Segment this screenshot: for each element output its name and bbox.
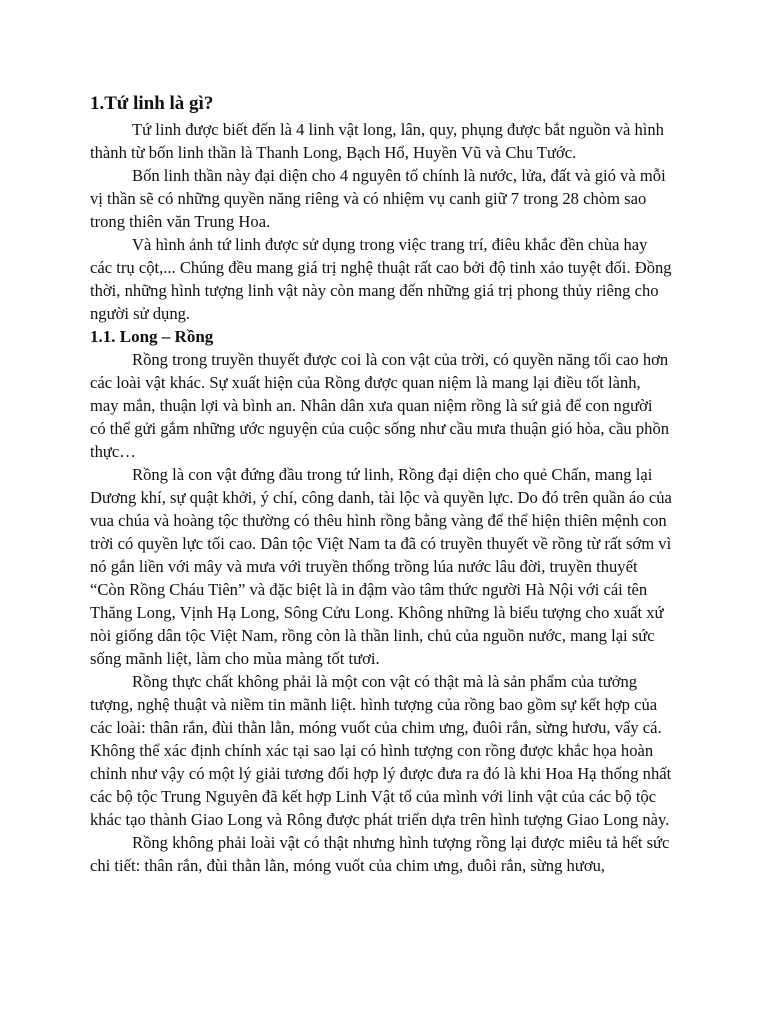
section-heading: 1.Tứ linh là gì? bbox=[90, 93, 214, 114]
long-paragraph-2: Rồng là con vật đứng đầu trong tứ linh, Rồng đại diện cho quẻ Chấn, mang lại Dương khí, sự quật khởi, ý chí, công danh, tài lộc và quyền lực. Do đó trên quần áo của vua chúa và hoàng tộc thường có thêu hình rồng bằng vàng để thể hiện thiên mệnh con trời có quyền lực tối cao. Dân tộc Việt Nam ta đã có truyền thuyết về rồng từ rất sớm vì nó gắn liền với mây và mưa với truyền thống trồng lúa nước lâu đời, truyền thuyết “Còn Rồng Cháu Tiên” và đặc biệt là in đậm vào tâm thức người Hà Nội với cái tên Thăng Long, Vịnh Hạ Long, Sông Cửu Long. Không những là biểu tượng cho xuất xứ nòi giống dân tộc Việt Nam, rồng còn là thần linh, chủ của nguồn nước, mang lại sức sống mãnh liệt, làm cho mùa màng tốt tươi. bbox=[90, 465, 672, 668]
long-paragraph-3: Rồng thực chất không phải là một con vật có thật mà là sản phẩm của tưởng tượng, nghệ thuật và niềm tin mãnh liệt. hình tượng của rồng bao gồm sự kết hợp của các loài: thân rắn, đùi thằn lằn, móng vuốt của chim ưng, đuôi rắn, sừng hươu, vẩy cá. Không thể xác định chính xác tại sao lại có hình tượng con rồng được khắc họa hoàn chỉnh như vậy có một lý giải tương đối hợp lý được đưa ra đó là khi Hoa Hạ thống nhất các bộ tộc Trung Nguyên đã kết hợp Linh Vật tổ của mình với linh vật của các bộ tộc khác tạo thành Giao Long và Rông được phát triển dựa trên hình tượng Giao Long này. bbox=[90, 672, 672, 829]
intro-paragraph-2: Bốn linh thần này đại diện cho 4 nguyên tố chính là nước, lửa, đất và gió và mỗi vị thần sẽ có những quyền năng riêng và có nhiệm vụ canh giữ 7 trong 28 chòm sao trong thiên văn Trung Hoa. bbox=[90, 166, 666, 231]
long-paragraph-1: Rồng trong truyền thuyết được coi là con vật của trời, có quyền năng tối cao hơn các loài vật khác. Sự xuất hiện của Rồng được quan niệm là mang lại điều tốt lành, may mắn, thuận lợi và bình an. Nhân dân xưa quan niệm rồng là sứ giả để con người có thể gửi gắm những ước nguyện của cuộc sống như cầu mưa thuận gió hòa, cầu phồn thực… bbox=[90, 350, 670, 461]
subsection-heading: 1.1. Long – Rồng bbox=[90, 327, 214, 346]
intro-paragraph-3: Và hình ảnh tứ linh được sử dụng trong việc trang trí, điêu khắc đền chùa hay các trụ cột,... Chúng đều mang giá trị nghệ thuật rất cao bởi độ tinh xảo tuyệt đối. Đồng thời, những hình tượng linh vật này còn mang đến những giá trị phong thủy riêng cho người sử dụng. bbox=[90, 235, 672, 323]
intro-paragraph-1: Tứ linh được biết đến là 4 linh vật long, lân, quy, phụng được bắt nguồn và hình thành từ bốn linh thần là Thanh Long, Bạch Hổ, Huyền Vũ và Chu Tước. bbox=[90, 120, 664, 162]
long-paragraph-4: Rồng không phải loài vật có thật nhưng hình tượng rồng lại được miêu tả hết sức chi tiết: thân rắn, đùi thằn lằn, móng vuốt của chim ưng, đuôi rắn, sừng hươu, bbox=[90, 833, 670, 875]
